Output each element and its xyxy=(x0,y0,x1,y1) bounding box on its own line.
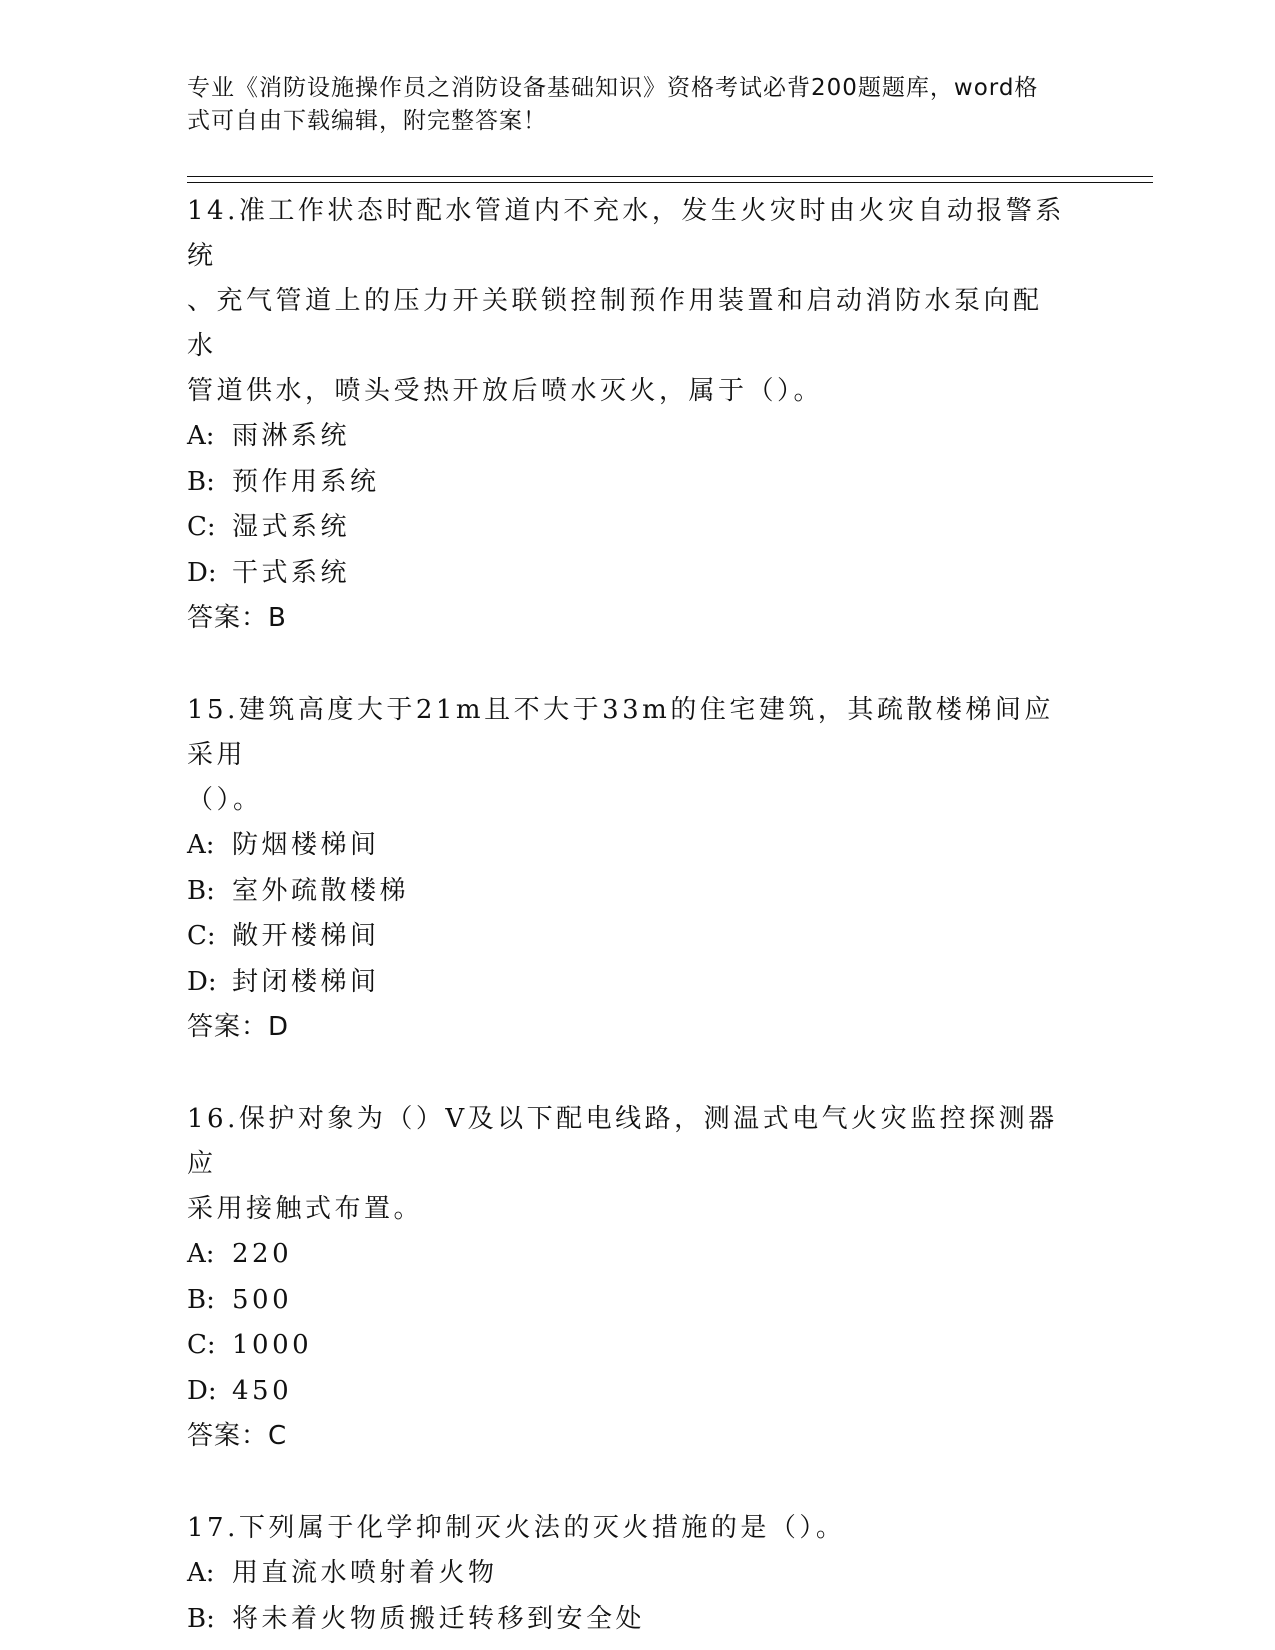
option-key: B: xyxy=(187,466,215,497)
question-stem xyxy=(187,189,1067,414)
option-b xyxy=(187,1278,1067,1324)
question-stem-line: 管道供水，喷头受热开放后喷水灭火，属于（）。 xyxy=(187,376,824,406)
option-key: D: xyxy=(187,1375,217,1406)
option-text: 封闭楼梯间 xyxy=(232,966,380,997)
question-stem-line: 采用接触式布置。 xyxy=(187,1194,424,1224)
document-header xyxy=(187,72,1087,138)
option-d xyxy=(187,551,1067,597)
option-c xyxy=(187,505,1067,551)
option-d xyxy=(187,960,1067,1006)
header-divider-top xyxy=(187,176,1153,177)
option-text: 预作用系统 xyxy=(232,466,380,497)
option-b xyxy=(187,1597,1067,1643)
question-15 xyxy=(187,688,1067,1050)
option-key: A: xyxy=(187,1558,215,1588)
question-stem xyxy=(187,688,1067,823)
option-text: 防烟楼梯间 xyxy=(232,830,380,860)
option-text: 湿式系统 xyxy=(232,512,351,542)
option-text: 干式系统 xyxy=(232,557,351,588)
spacer xyxy=(187,641,1067,688)
question-16 xyxy=(187,1097,1067,1459)
option-key: A: xyxy=(187,830,215,860)
option-text: 1000 xyxy=(232,1330,313,1360)
option-key: A: xyxy=(187,1239,215,1269)
option-b xyxy=(187,460,1067,506)
question-stem-line: 14.准工作状态时配水管道内不充水，发生火灾时由火灾自动报警系统 xyxy=(187,196,1065,271)
question-stem-line: 17.下列属于化学抑制灭火法的灭火措施的是（）。 xyxy=(187,1513,846,1543)
spacer xyxy=(187,1050,1067,1097)
question-17 xyxy=(187,1506,1067,1642)
option-a xyxy=(187,414,1067,460)
option-a xyxy=(187,1232,1067,1278)
option-text: 雨淋系统 xyxy=(232,421,351,451)
answer-line: 答案：B xyxy=(187,603,287,633)
option-a xyxy=(187,823,1067,869)
option-key: B: xyxy=(187,1284,215,1315)
answer-line: 答案：D xyxy=(187,1012,290,1042)
question-stem-line: （）。 xyxy=(187,785,263,815)
question-stem-line: 15.建筑高度大于21m且不大于33m的住宅建筑，其疏散楼梯间应采用 xyxy=(187,695,1054,770)
option-text: 室外疏散楼梯 xyxy=(232,875,410,906)
header-line-2: 式可自由下载编辑，附完整答案！ xyxy=(187,108,547,134)
option-a xyxy=(187,1551,1067,1597)
option-c xyxy=(187,1323,1067,1369)
question-stem-line: 、充气管道上的压力开关联锁控制预作用装置和启动消防水泵向配水 xyxy=(187,286,1043,361)
question-stem xyxy=(187,1097,1067,1232)
option-key: D: xyxy=(187,966,217,997)
option-text: 220 xyxy=(232,1239,293,1269)
option-text: 用直流水喷射着火物 xyxy=(232,1558,498,1588)
option-key: A: xyxy=(187,421,215,451)
option-key: C: xyxy=(187,512,216,542)
option-b xyxy=(187,869,1067,915)
option-d xyxy=(187,1369,1067,1415)
option-text: 450 xyxy=(232,1375,293,1406)
option-text: 敞开楼梯间 xyxy=(232,921,380,951)
option-c xyxy=(187,914,1067,960)
question-list xyxy=(187,189,1067,1642)
option-key: C: xyxy=(187,1330,216,1360)
option-key: B: xyxy=(187,875,215,906)
spacer xyxy=(187,1459,1067,1506)
option-text: 将未着火物质搬迁转移到安全处 xyxy=(232,1603,646,1634)
option-key: D: xyxy=(187,557,217,588)
option-key: B: xyxy=(187,1603,215,1634)
question-14 xyxy=(187,189,1067,641)
option-key: C: xyxy=(187,921,216,951)
option-text: 500 xyxy=(232,1284,293,1315)
header-divider-bottom xyxy=(187,182,1153,183)
question-stem xyxy=(187,1506,1067,1551)
question-stem-line: 16.保护对象为（）V及以下配电线路，测温式电气火灾监控探测器应 xyxy=(187,1104,1058,1179)
header-line-1: 专业《消防设施操作员之消防设备基础知识》资格考试必背200题题库，word格 xyxy=(187,75,1039,101)
answer-line: 答案：C xyxy=(187,1421,288,1451)
